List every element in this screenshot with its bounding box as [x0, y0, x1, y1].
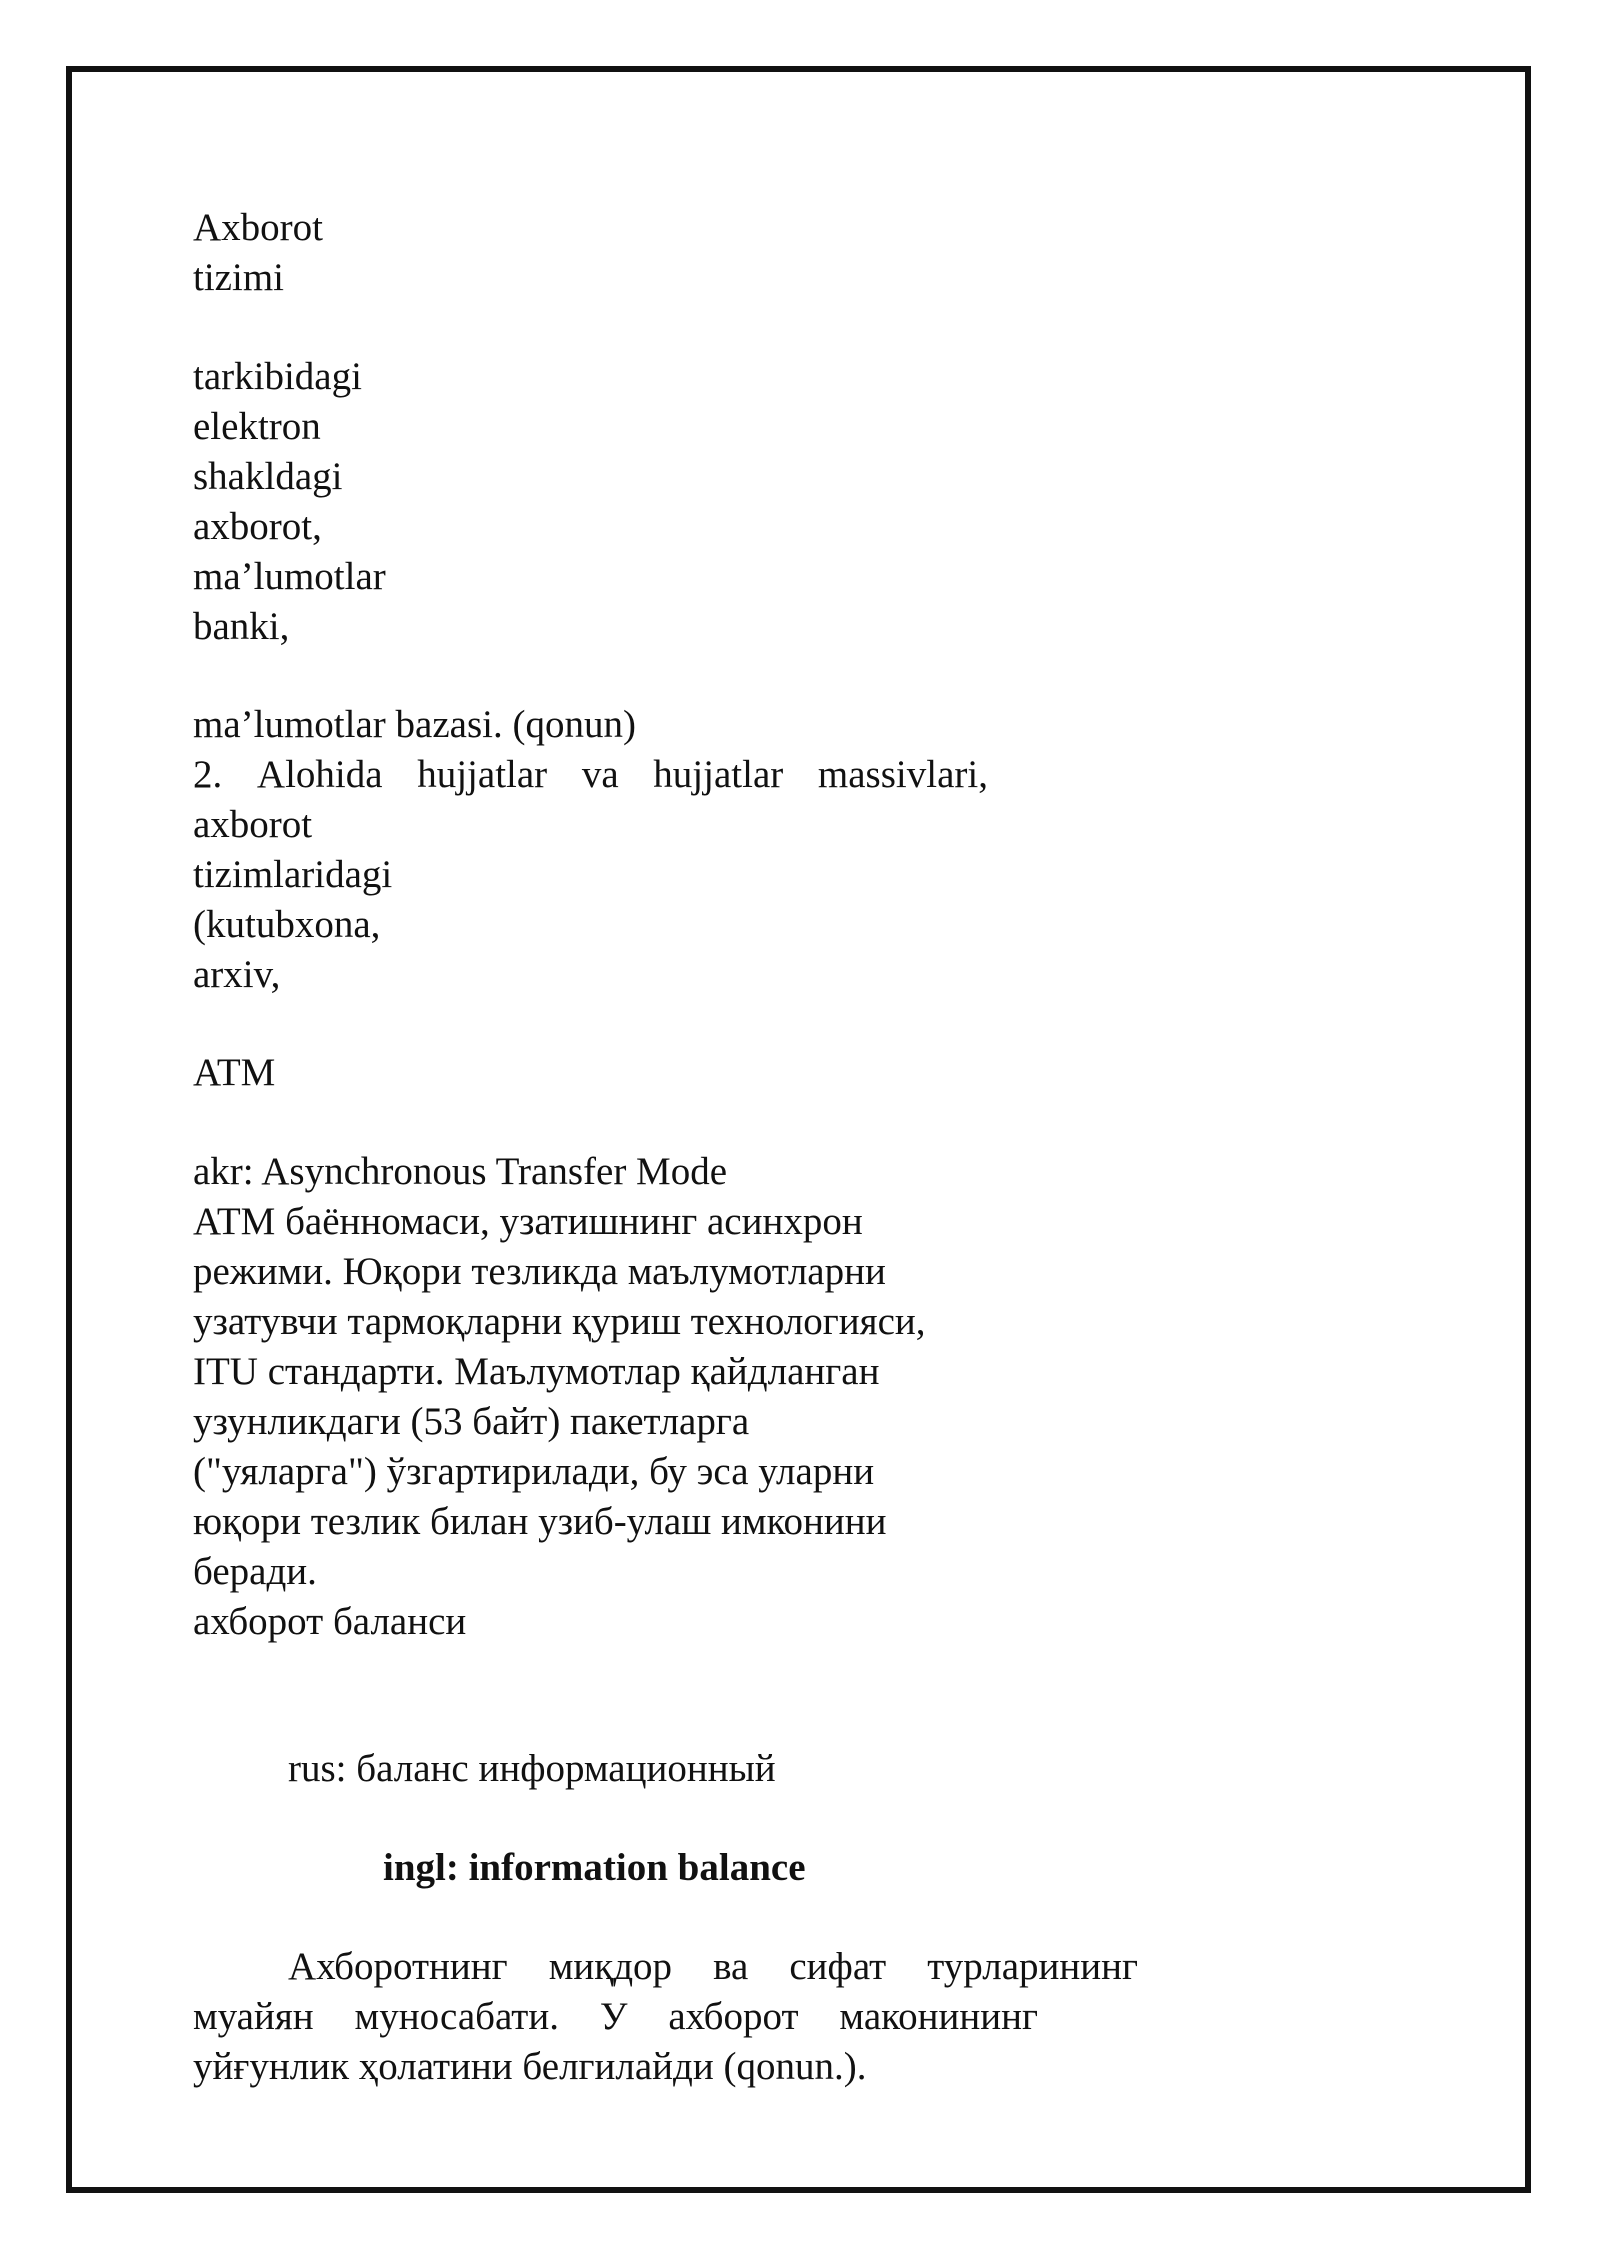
- word: муносабати.: [354, 1995, 559, 2038]
- text-line: ma’lumotlar: [193, 555, 386, 598]
- text-line: ma’lumotlar bazasi. (qonun): [193, 703, 636, 746]
- text-line: tizimlaridagi: [193, 853, 393, 896]
- text-line: tarkibidagi: [193, 355, 362, 398]
- word: hujjatlar: [653, 753, 784, 796]
- text-line: axborot: [193, 803, 313, 846]
- text-line: elektron: [193, 405, 321, 448]
- text-line: ATM баённомаси, узатишнинг асинхрон: [193, 1200, 863, 1243]
- definition-line: уйғунлик ҳолатини белгилайди (qonun.).: [193, 2045, 867, 2088]
- term-heading: ATM: [193, 1051, 276, 1094]
- text-line: ахборот баланси: [193, 1600, 467, 1643]
- definition-line: [288, 1942, 1138, 1992]
- word: Alohida: [256, 753, 383, 796]
- word: маконининг: [839, 1995, 1038, 2038]
- text-line: ITU стандарти. Маълумотлар қайдланган: [193, 1350, 880, 1393]
- word: миқдор: [548, 1945, 673, 1988]
- word: ахборот: [668, 1995, 799, 2038]
- word: ва: [713, 1945, 749, 1988]
- text-line: Axborot: [193, 206, 323, 249]
- text-line: shakldagi: [193, 455, 343, 498]
- text-line: tizimi: [193, 256, 284, 299]
- text-line: беради.: [193, 1550, 317, 1593]
- word: турларининг: [927, 1945, 1138, 1988]
- text-line: узатувчи тармоқларни қуриш технологияси,: [193, 1300, 926, 1343]
- word: Ахборотнинг: [288, 1945, 508, 1988]
- text-line: banki,: [193, 605, 290, 648]
- word: сифат: [789, 1945, 887, 1988]
- rus-term: rus: баланс информационный: [288, 1747, 776, 1790]
- word: У: [599, 1995, 628, 2038]
- numbered-item-line: [193, 750, 988, 800]
- word: 2.: [193, 753, 223, 796]
- text-line: (kutubxona,: [193, 903, 381, 946]
- text-line: юқори тезлик билан узиб-улаш имконини: [193, 1500, 887, 1543]
- text-line: arxiv,: [193, 953, 281, 996]
- text-line: узунликдаги (53 байт) пакетларга: [193, 1400, 750, 1443]
- word: massivlari,: [817, 753, 988, 796]
- text-line: akr: Asynchronous Transfer Mode: [193, 1150, 728, 1193]
- text-line: режими. Юқори тезликда маълумотларни: [193, 1250, 886, 1293]
- text-line: ("уяларга") ўзгартирилади, бу эса уларни: [193, 1450, 875, 1493]
- ingl-term: ingl: information balance: [383, 1846, 806, 1889]
- word: va: [581, 753, 619, 796]
- text-line: axborot,: [193, 505, 322, 548]
- definition-line: [193, 1992, 1038, 2042]
- word: муайян: [193, 1995, 314, 2038]
- word: hujjatlar: [417, 753, 548, 796]
